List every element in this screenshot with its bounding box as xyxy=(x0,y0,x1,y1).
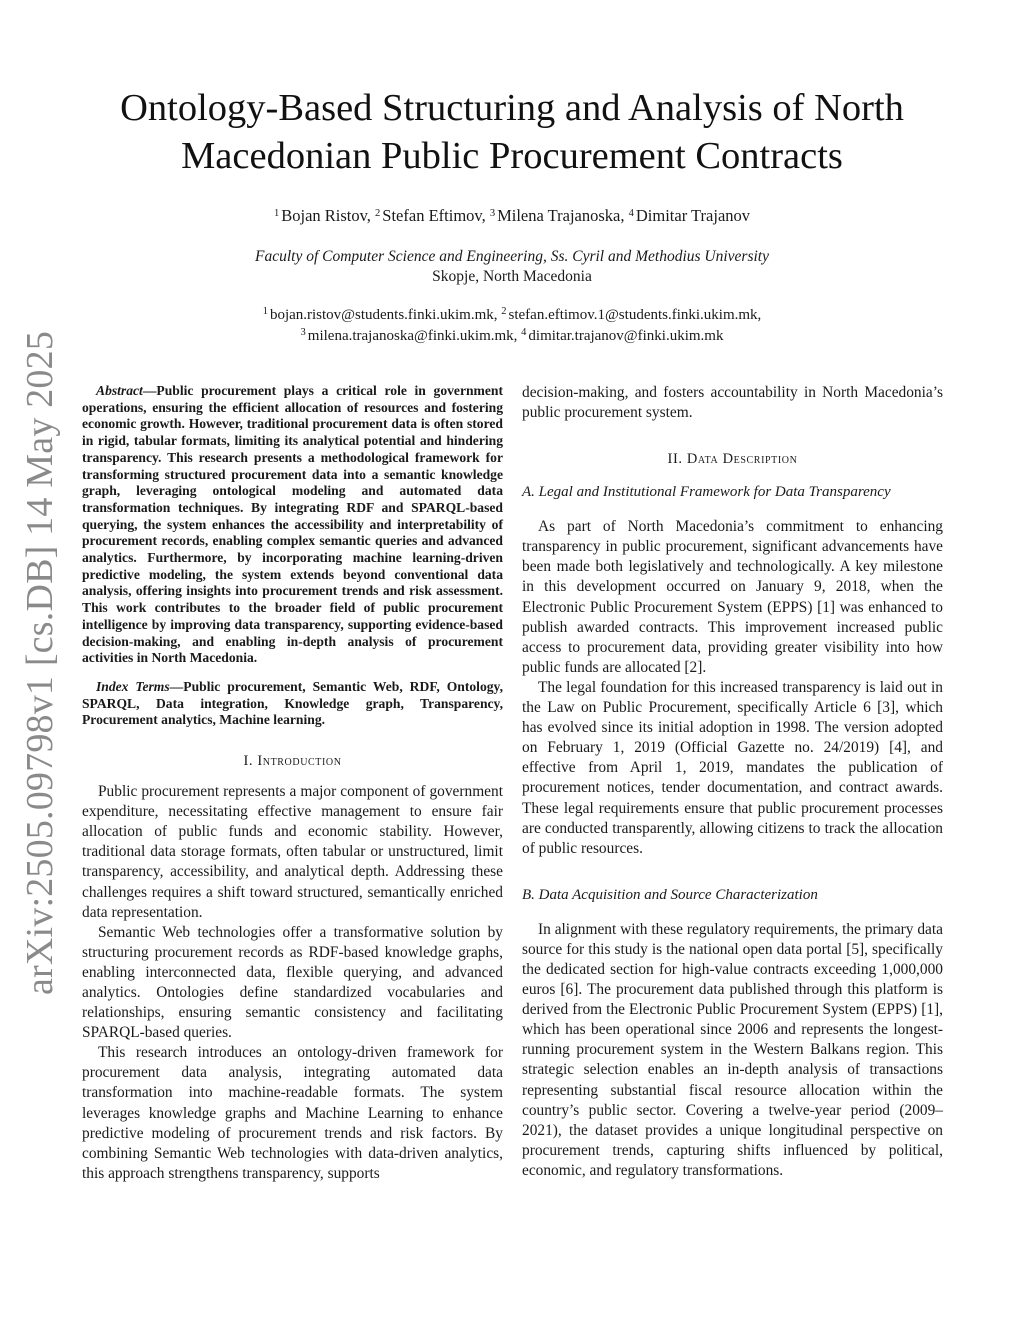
paper-title xyxy=(60,84,964,180)
subsection-heading-legal-framework: A. Legal and Institutional Framework for Data Transparency xyxy=(522,484,891,501)
author: $^2$ Stefan Eftimov, xyxy=(375,206,486,225)
left-column xyxy=(82,383,503,1184)
section-heading-introduction: I. Introduction xyxy=(243,753,342,770)
index-terms xyxy=(82,679,503,729)
index-terms-label: Index Terms xyxy=(96,678,170,694)
paragraph-continuation: decision-making, and fosters accountability in North Macedonia’s public procurement system. xyxy=(522,384,943,422)
index-terms-text: —Public procurement, Semantic Web, RDF, Ontology, SPARQL, Data integration, Knowledge graph, Transparency, Procurement analytics, Machine learning. xyxy=(82,678,503,728)
paragraph: Semantic Web technologies offer a transformative solution by structuring procurement records as RDF-based knowledge graphs, enabling interconnected data, flexible querying, and advanced analytics. Ontologies define standardized vocabularies and relationships, ensuring semantic consistency and facilitating SPARQL-based queries. xyxy=(82,923,503,1042)
paragraph: This research introduces an ontology-driven framework for procurement data analysis, integrating automated data transformation into machine-readable formats. The system leverages knowledge graphs and Machine Learning to enhance predictive modeling of procurement trends and risk factors. By combining Semantic Web technologies with data-driven analytics, this approach strengthens transparency, supports xyxy=(82,1044,503,1182)
arxiv-identifier: arXiv:2505.09798v1 [cs.DB] 14 May 2025 xyxy=(19,330,61,996)
abstract-text: —Public procurement plays a critical role in government operations, ensuring the efficient allocation of resources and fostering economic growth. However, traditional procurement data is often stored in rigid, tabular formats, limiting its analytical potential and hindering transparency. This research presents a methodological framework for transforming structured procurement data into a semantic knowledge graph, leveraging ontological modeling and automated data transformation techniques. By integrating RDF and SPARQL-based querying, the system enhances the accessibility and interpretability of procurement records, enabling complex semantic queries and advanced analytics. Furthermore, by incorporating machine learning-driven predictive modeling, the system extends beyond conventional data analysis, offering insights into procurement trends and risk assessment. This work contributes to the broader field of public procurement intelligence by improving data transparency, supporting evidence-based decision-making, and enabling in-depth analysis of procurement activities in North Macedonia. xyxy=(82,383,503,666)
author: $^3$ Milena Trajanoska, xyxy=(489,206,625,225)
paragraph: As part of North Macedonia’s commitment to enhancing transparency in public procurement, significant advancements have been made both legislatively and technologically. A key milestone in this development occurred on January 9, 2018, when the Electronic Public Procurement System (EPPS) [1] was enhanced to publish awarded contracts. This improvement increased public access to procurement data, providing greater visibility into how public funds are allocated [2]. xyxy=(522,518,943,676)
arxiv-stamp xyxy=(6,330,74,996)
author-email: $^1$ bojan.ristov@students.finki.ukim.mk, xyxy=(262,306,498,323)
paragraph: Public procurement represents a major component of government expenditure, necessitating effective management to ensure fair allocation of public funds and economic stability. However, traditional data storage formats, often tabular or unstructured, limit transparency, accessibility, and analytical depth. Addressing these challenges requires a shift toward structured, semantically enriched data representation. xyxy=(82,783,503,921)
paragraph: In alignment with these regulatory requirements, the primary data source for this study is the national open data portal [5], specifically the dedicated section for high-value contracts exceeding 1,000,000 euros [6]. The procurement data published through this platform is derived from the Electronic Public Procurement System (EPPS) [1], which has been operational since 2006 and represents the longest-running procurement system in the Western Balkans region. This strategic selection enables an in-depth analysis of transactions representing substantial fiscal resource allocation within the country’s public sector. Covering a twelve-year period (2009–2021), the dataset provides a unique longitudinal perspective on procurement trends, capturing shifts influenced by political, economic, and regulatory transformations. xyxy=(522,920,943,1179)
affiliation xyxy=(60,247,964,287)
author-email: $^4$ dimitar.trajanov@finki.ukim.mk xyxy=(521,327,724,344)
abstract xyxy=(82,383,503,667)
title-line-2: Macedonian Public Procurement Contracts xyxy=(181,135,843,177)
author: $^1$ Bojan Ristov, xyxy=(273,206,371,225)
author: $^4$ Dimitar Trajanov xyxy=(628,206,751,225)
paper-header xyxy=(60,84,964,347)
title-line-1: Ontology-Based Structuring and Analysis of North xyxy=(120,87,904,129)
author-email: $^3$ milena.trajanoska@finki.ukim.mk, xyxy=(300,327,518,344)
author-list xyxy=(60,205,964,227)
paragraph: The legal foundation for this increased transparency is laid out in the Law on Public Procurement, specifically Article 6 [3], which has evolved since its initial adoption in 1998. The version adopted on February 1, 2019 (Official Gazette no. 24/2019) [4], and effective from April 1, 2019, mandates the publication of procurement notices, tender documentation, and contract awards. These legal requirements ensure that public procurement processes are conducted transparently, allowing citizens to track the allocation of public resources. xyxy=(522,678,943,857)
email-list xyxy=(60,305,964,347)
author-email: $^2$ stefan.eftimov.1@students.finki.ukim.mk, xyxy=(501,306,762,323)
subsection-heading-data-acquisition: B. Data Acquisition and Source Characterization xyxy=(522,886,818,903)
section-heading-data-description: II. Data Description xyxy=(667,451,798,468)
institution: Faculty of Computer Science and Engineering, Ss. Cyril and Methodius University xyxy=(255,248,769,265)
location: Skopje, North Macedonia xyxy=(432,268,592,285)
abstract-label: Abstract xyxy=(96,383,143,398)
right-column xyxy=(522,383,943,1181)
